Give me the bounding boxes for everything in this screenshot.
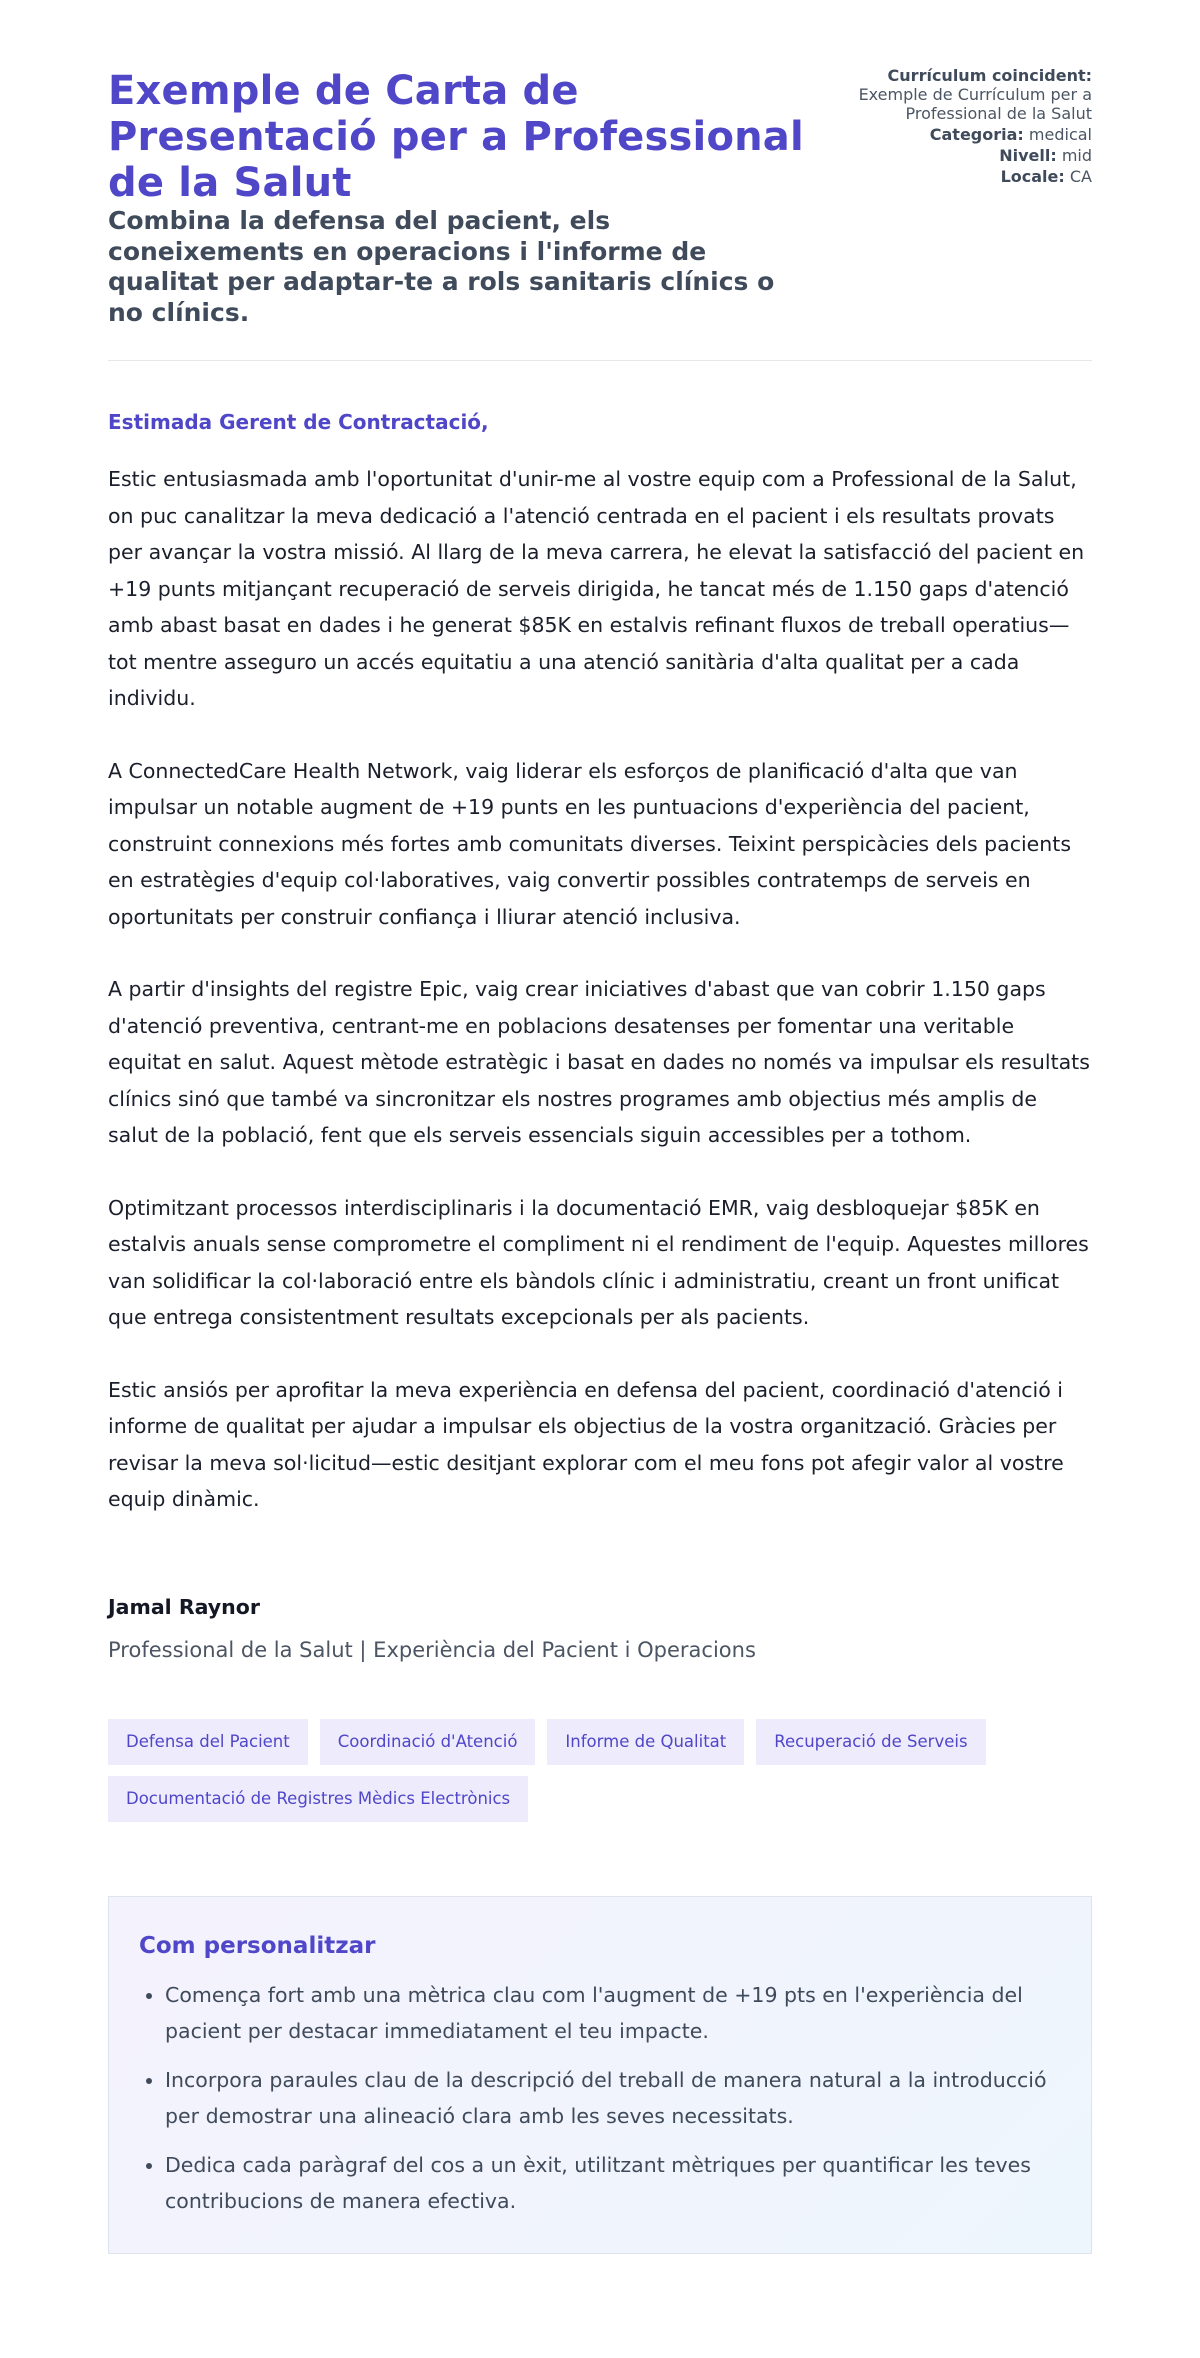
signature: [108, 1594, 1092, 1664]
meta-category-value: medical: [1028, 125, 1092, 144]
letter-body: [108, 461, 1092, 1518]
meta-locale-value: CA: [1069, 167, 1092, 186]
letter-paragraph: Estic entusiasmada amb l'oportunitat d'unir-me al vostre equip com a Professional de la Salut, on puc canalitzar la meva dedicació a l'atenció centrada en el pacient i els resultats provats per avançar la vostra missió. Al llarg de la meva carrera, he elevat la satisfacció del pacient en +19 punts mitjançant recuperació de serveis dirigida, he tancat més de 1.150 gaps d'atenció amb abast basat en dades i he generat $85K en estalvis refinant fluxos de treball operatius—tot mentre asseguro un accés equitatiu a una atenció sanitària d'alta qualitat per a cada individu.: [108, 467, 1085, 710]
tips-title: Com personalitzar: [139, 1932, 376, 1959]
tips-item: • Comença fort amb una mètrica clau com l'augment de +19 pts en l'experiència del pacient per destacar immediatament el teu impacte.: [165, 1977, 1061, 2050]
meta-panel: [812, 66, 1092, 188]
meta-matching-cv: [812, 66, 1092, 123]
letter-paragraph: Estic ansiós per aprofitar la meva experiència en defensa del pacient, coordinació d'atenció i informe de qualitat per ajudar a impulsar els objectius de la vostra organització. Gràcies per revisar la meva sol·licitud—estic desitjant explorar com el meu fons pot afegir valor al vostre equip dinàmic.: [108, 1377, 1064, 1511]
page-title: Exemple de Carta de Presentació per a Professional de la Salut: [108, 68, 804, 206]
title-block: [108, 68, 808, 328]
page-subtitle: Combina la defensa del pacient, els coneixements en operacions i l'informe de qualitat per adaptar-te a rols sanitaris clínics o no clínics.: [108, 206, 775, 327]
meta-level: [812, 146, 1092, 165]
skill-tag: Coordinació d'Atenció: [320, 1719, 536, 1765]
meta-level-value: mid: [1061, 146, 1092, 165]
customization-tips-box: [108, 1896, 1092, 2254]
letter-paragraph: A partir d'insights del registre Epic, vaig crear iniciatives d'abast que van cobrir 1.150 gaps d'atenció preventiva, centrant-me en poblacions desatenses per fomentar una veritable equitat en salut. Aquest mètode estratègic i basat en dades no només va impulsar els resultats clínics sinó que també va sincronitzar els nostres programes amb objectius més amplis de salut de la població, fent que els serveis essencials siguin accessibles per a tothom.: [108, 977, 1090, 1147]
meta-locale-label: Locale:: [1000, 167, 1065, 186]
tips-list: [139, 1977, 1061, 2220]
skill-tag: Documentació de Registres Mèdics Electrònics: [108, 1776, 528, 1822]
skill-tags: [108, 1719, 1028, 1822]
meta-locale: [812, 167, 1092, 186]
letter-paragraph: A ConnectedCare Health Network, vaig liderar els esforços de planificació d'alta que van impulsar un notable augment de +19 punts en les puntuacions d'experiència del pacient, construint connexions més fortes amb comunitats diverses. Teixint perspicàcies dels pacients en estratègies d'equip col·laboratives, vaig convertir possibles contratemps de serveis en oportunitats per construir confiança i lliurar atenció inclusiva.: [108, 758, 1072, 929]
meta-level-label: Nivell:: [999, 146, 1057, 165]
letter-greeting: Estimada Gerent de Contractació,: [108, 410, 489, 434]
skill-tag: Defensa del Pacient: [108, 1719, 308, 1765]
skill-tag: Recuperació de Serveis: [756, 1719, 985, 1765]
meta-matching-cv-label: Currículum coincident:: [887, 66, 1092, 85]
letter-paragraph: Optimitzant processos interdisciplinaris i la documentació EMR, vaig desbloquejar $85K en estalvis anuals sense comprometre el compliment ni el rendiment de l'equip. Aquestes millores van solidificar la col·laboració entre els bàndols clínic i administratiu, creant un front unificat que entrega consistentment resultats excepcionals per als pacients.: [108, 1195, 1089, 1329]
header: [108, 0, 1092, 363]
tips-item: • Incorpora paraules clau de la descripció del treball de manera natural a la introducció per demostrar una alineació clara amb les seves necessitats.: [165, 2062, 1061, 2135]
tips-item: • Dedica cada paràgraf del cos a un èxit, utilitzant mètriques per quantificar les teves contribucions de manera efectiva.: [165, 2147, 1061, 2220]
meta-category-label: Categoria:: [929, 125, 1024, 144]
meta-category: [812, 125, 1092, 144]
header-divider: [108, 360, 1092, 361]
signature-role: Professional de la Salut | Experiència del Pacient i Operacions: [108, 1637, 756, 1662]
skill-tag: Informe de Qualitat: [547, 1719, 744, 1765]
matching-cv-link[interactable]: Exemple de Currículum per a Professional de la Salut: [858, 85, 1092, 123]
signature-name: Jamal Raynor: [108, 1594, 260, 1619]
